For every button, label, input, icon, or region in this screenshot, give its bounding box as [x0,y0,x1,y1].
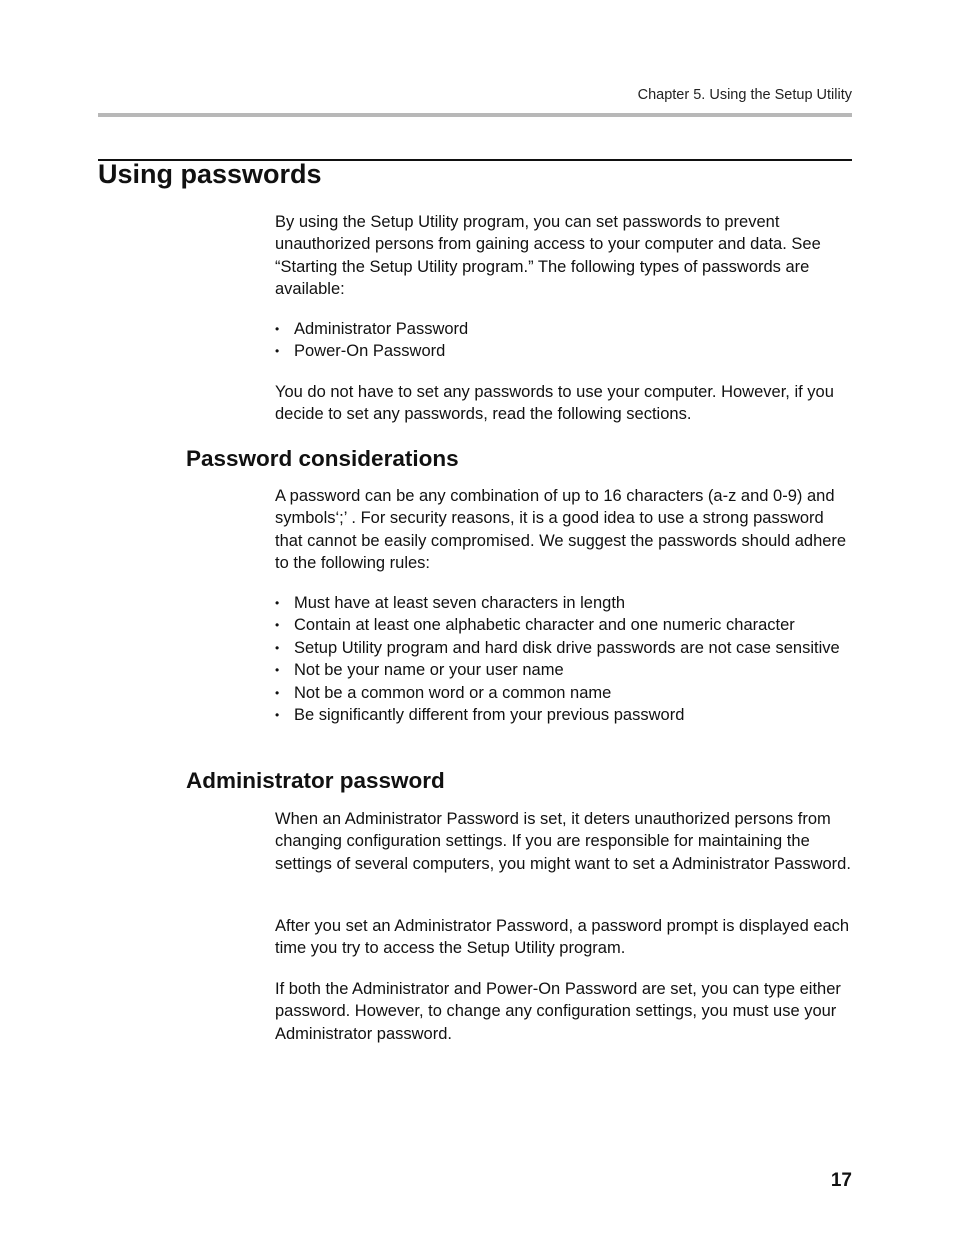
password-types-list [275,318,855,363]
admin-paragraph-2: After you set an Administrator Password, a password prompt is displayed each time you try to access the Setup Utility program. [275,917,850,958]
password-rules-list [275,592,855,726]
bullet-icon: • [275,618,280,633]
bullet-icon: • [275,640,280,655]
considerations-paragraph: A password can be any combination of up to 16 characters (a-z and 0-9) and symbols‘;’ . For security reasons, it is a good idea to use a strong password that cannot be easily compromised. We suggest the passwords should adhere to the following rules: [275,487,847,573]
intro-note-paragraph: You do not have to set any passwords to use your computer. However, if you decide to set any passwords, read the following sections. [275,383,834,424]
list-item: • Contain at least one alphabetic character and one numeric character [275,614,855,636]
page-title: Using passwords [98,159,322,189]
intro-paragraph: By using the Setup Utility program, you can set passwords to prevent unauthorized persons from gaining access to your computer and data. See “Starting the Setup Utility program.” The following types of passwords are available: [275,213,821,299]
header-rule [98,113,852,117]
list-item: • Be significantly different from your previous password [275,704,855,726]
section-heading-administrator: Administrator password [186,768,445,793]
list-item: • Setup Utility program and hard disk drive passwords are not case sensitive [275,637,855,659]
list-item: • Not be a common word or a common name [275,682,855,704]
bullet-icon: • [275,685,280,700]
admin-paragraph-3: If both the Administrator and Power-On Password are set, you can type either password. However, to change any configuration settings, you must use your Administrator password. [275,980,841,1043]
bullet-icon: • [275,663,280,678]
section-heading-considerations: Password considerations [186,446,459,471]
list-item: • Must have at least seven characters in length [275,592,855,614]
admin-paragraph-1: When an Administrator Password is set, it deters unauthorized persons from changing configuration settings. If you are responsible for maintaining the settings of several computers, you might want to set a Administrator Password. [275,810,851,873]
bullet-icon: • [275,596,280,610]
bullet-icon: • [275,344,280,359]
list-item: • Not be your name or your user name [275,659,855,681]
list-item: • Administrator Password [275,318,855,340]
running-header: Chapter 5. Using the Setup Utility [637,87,852,103]
page-number: 17 [830,1170,852,1191]
bullet-icon: • [275,322,280,336]
bullet-icon: • [275,708,280,723]
list-item: • Power-On Password [275,340,855,362]
